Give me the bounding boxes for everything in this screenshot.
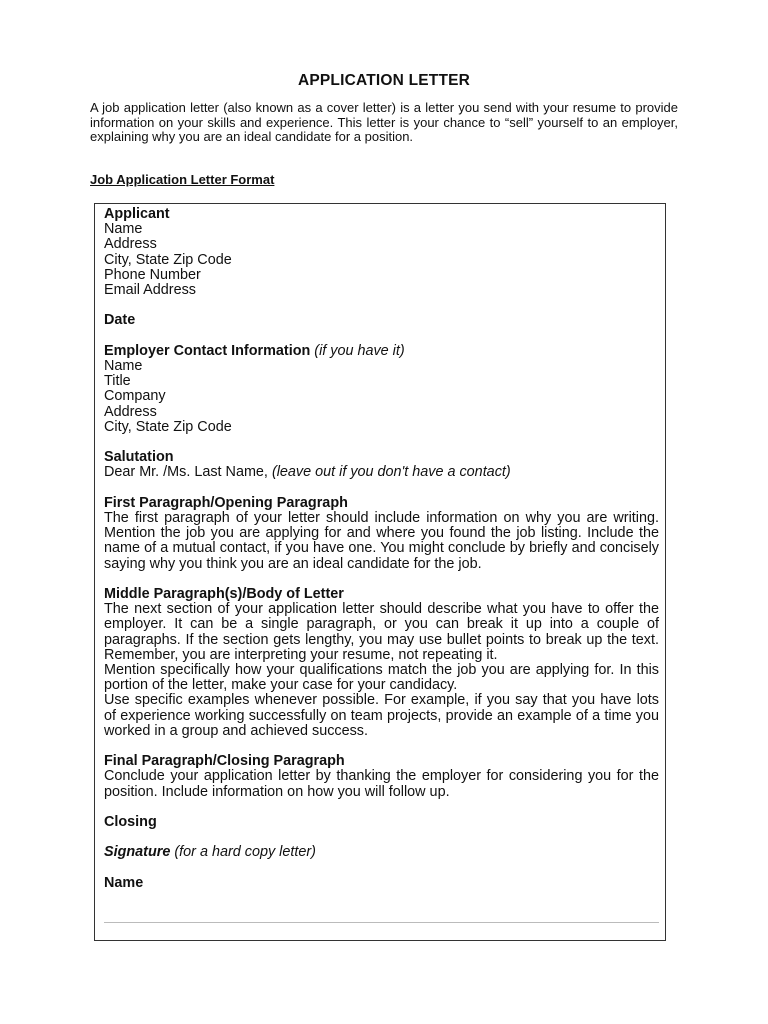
letter-format-content — [104, 207, 659, 891]
employer-line: Title — [104, 373, 131, 390]
first-paragraph-heading: First Paragraph/Opening Paragraph — [104, 494, 348, 511]
salutation-heading: Salutation — [104, 449, 174, 466]
name-heading: Name — [104, 874, 144, 891]
applicant-heading: Applicant — [104, 206, 170, 222]
date-heading: Date — [104, 312, 136, 329]
employer-heading-line — [104, 344, 659, 359]
salutation-line — [104, 465, 659, 480]
signature-heading: Signature — [104, 844, 171, 861]
applicant-line: Email Address — [104, 282, 196, 299]
applicant-line: City, State Zip Code — [104, 251, 232, 268]
middle-paragraph-text: Mention specifically how your qualifications match the job you are applying for. In this portion of the letter, make your case for your candidacy. — [104, 662, 659, 694]
employer-line: Address — [104, 403, 157, 420]
applicant-line: Phone Number — [104, 266, 201, 283]
salutation-note: (leave out if you don't have a contact) — [271, 464, 511, 481]
middle-paragraph-text: Use specific examples whenever possible. For example, if you say that you have lots of experience working successfully on team projects, provide an example of a time you worked in a group and achieved success. — [104, 692, 659, 739]
employer-note: (if you have it) — [314, 342, 405, 359]
employer-line: Name — [104, 358, 143, 374]
divider — [104, 922, 659, 923]
signature-note: (for a hard copy letter) — [170, 844, 316, 861]
format-heading: Job Application Letter Format — [90, 172, 275, 187]
middle-paragraph-text: The next section of your application letter should describe what you have to offer the employer. It can be a single paragraph, or you can break it up into a couple of paragraphs. If the section gets lengthy, you may use bullet points to break up the text. Remember, you are interpreting your resume, not repeating it. — [104, 601, 659, 663]
final-paragraph-heading: Final Paragraph/Closing Paragraph — [104, 753, 345, 770]
applicant-line: Address — [104, 236, 157, 253]
final-paragraph-text: Conclude your application letter by thanking the employer for considering you for the position. Include information on how you will follow up. — [104, 768, 659, 800]
employer-heading: Employer Contact Information — [104, 342, 311, 359]
page-title: APPLICATION LETTER — [297, 72, 471, 89]
employer-line: Company — [104, 388, 166, 405]
middle-paragraph-heading: Middle Paragraph(s)/Body of Letter — [104, 586, 344, 602]
salutation-text: Dear Mr. /Ms. Last Name, — [104, 464, 272, 481]
first-paragraph-text: The first paragraph of your letter should include information on why you are writing. Mention the job you are applying for and where you found the job listing. Include the name of a mutual contact, if you have one. You might conclude by briefly and concisely saying why you think you are an ideal candidate for the job. — [104, 510, 659, 572]
applicant-line: Name — [104, 221, 143, 238]
letter-format-box — [94, 203, 666, 941]
intro-paragraph: A job application letter (also known as a cover letter) is a letter you send with your resume to provide information on your skills and experience. This letter is your chance to “sell” yourself to an employer, explaining why you are an ideal candidate for a position. — [90, 100, 678, 145]
employer-line: City, State Zip Code — [104, 418, 232, 435]
closing-heading: Closing — [104, 814, 157, 831]
signature-line — [104, 845, 659, 860]
